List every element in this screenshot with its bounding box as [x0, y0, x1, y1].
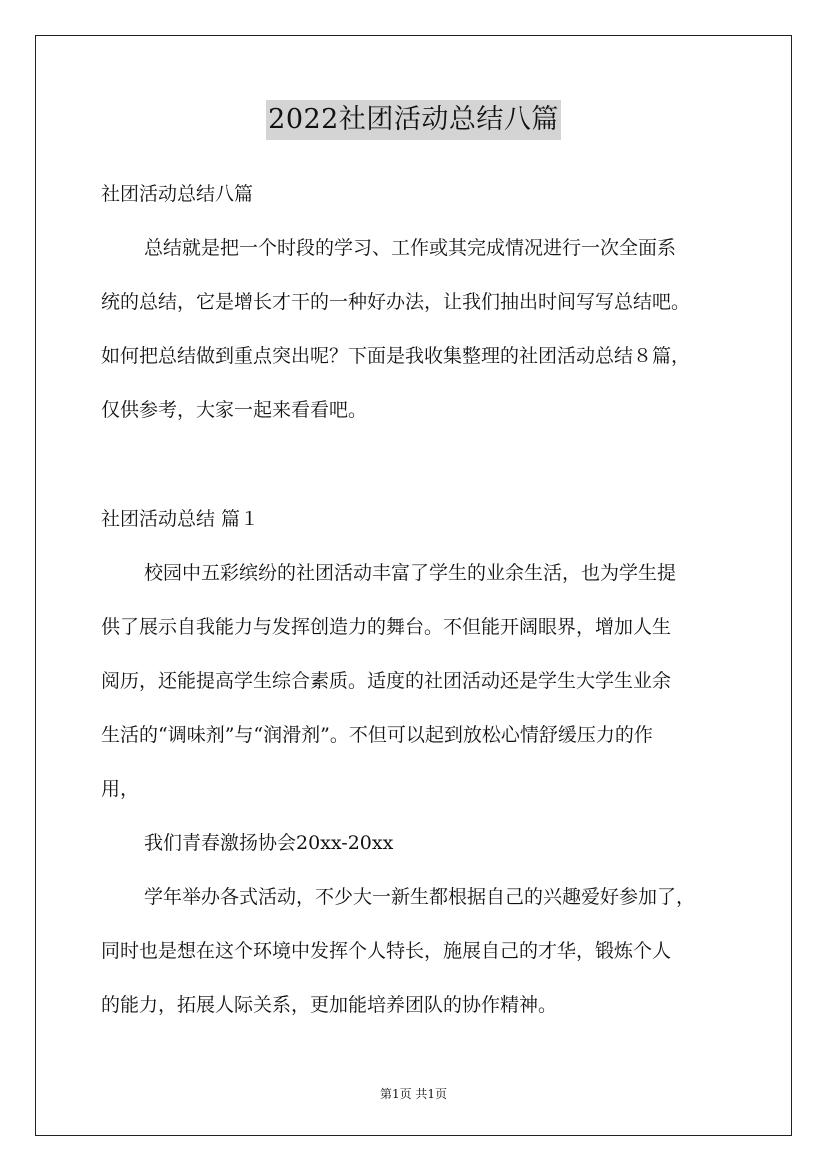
document-subtitle: 社团活动总结八篇 — [101, 183, 254, 205]
section1-para1-line-1: 校园中五彩缤纷的社团活动丰富了学生的业余生活，也为学生提 — [144, 562, 677, 584]
section1-para3-line-1: 学年举办各式活动，不少大一新生都根据自己的兴趣爱好参加了， — [144, 886, 696, 908]
intro-line-1: 总结就是把一个时段的学习、工作或其完成情况进行一次全面系 — [144, 237, 677, 259]
section1-para1-line-4: 生活的“调味剂”与“润滑剂”。不但可以起到放松心情舒缓压力的作 — [101, 724, 653, 746]
section1-para1-line-5: 用， — [101, 778, 140, 800]
section1-para3-line-2: 同时也是想在这个环境中发挥个人特长，施展自己的才华，锻炼个人 — [101, 940, 672, 962]
section1-para3-line-3: 的能力，拓展人际关系，更加能培养团队的协作精神。 — [101, 994, 558, 1016]
section1-para2: 我们青春激扬协会20xx-20xx — [144, 832, 394, 854]
section1-para1-line-3: 阅历，还能提高学生综合素质。适度的社团活动还是学生大学生业余 — [101, 670, 672, 692]
intro-line-4: 仅供参考，大家一起来看看吧。 — [101, 399, 368, 421]
section1-heading: 社团活动总结 篇１ — [101, 508, 260, 530]
title-container — [0, 100, 827, 140]
intro-line-3: 如何把总结做到重点突出呢？下面是我收集整理的社团活动总结８篇， — [101, 345, 691, 367]
page-footer: 第1页 共1页 — [379, 1087, 448, 1101]
intro-line-2: 统的总结，它是增长才干的一种好办法，让我们抽出时间写写总结吧。 — [101, 291, 691, 313]
document-title: 2022社团活动总结八篇 — [266, 100, 561, 140]
section1-para1-line-2: 供了展示自我能力与发挥创造力的舞台。不但能开阔眼界，增加人生 — [101, 616, 672, 638]
